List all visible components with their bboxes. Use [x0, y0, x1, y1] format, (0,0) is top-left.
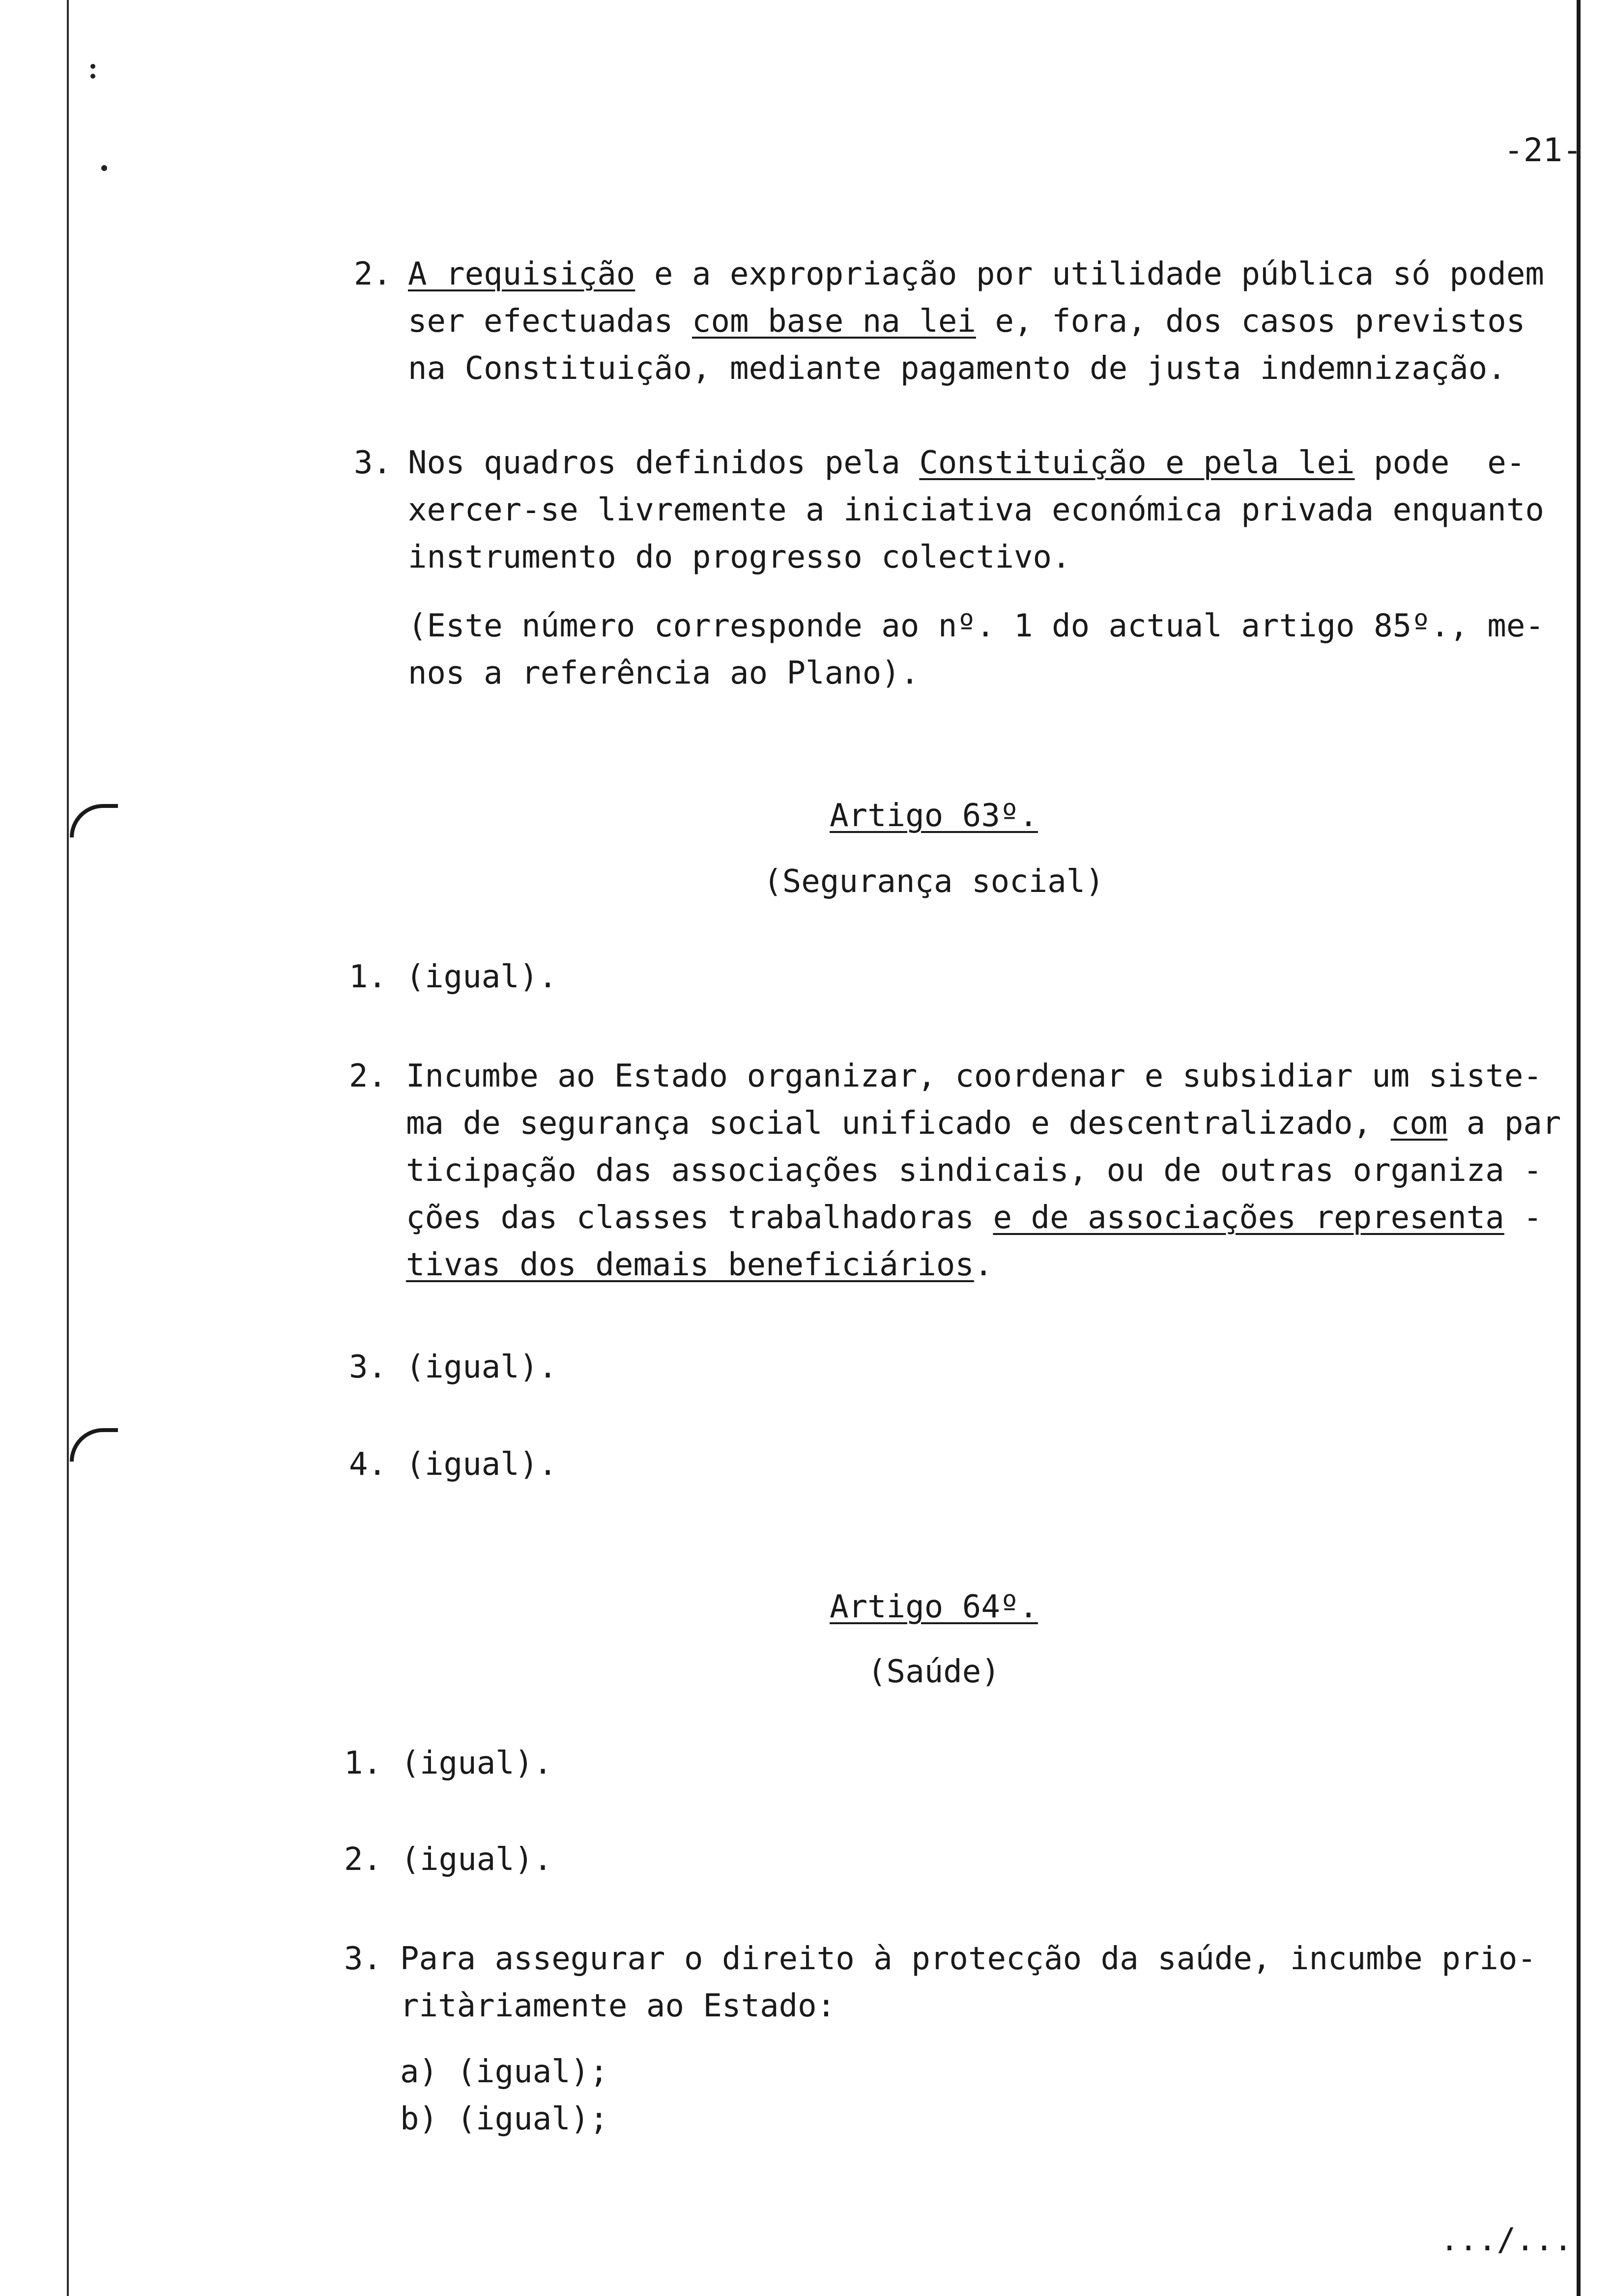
underlined-text: A requisição [408, 256, 635, 292]
underlined-text: com base na lei [691, 303, 976, 340]
right-binding-line [1577, 0, 1581, 2296]
punch-hole-arc [70, 1428, 118, 1462]
underlined-text: com [1390, 1105, 1448, 1142]
margin-dot [90, 64, 95, 69]
art64-item-1: 1. (igual). [344, 1745, 552, 1781]
art63-item-2-number: 2. [349, 1058, 387, 1094]
item-3-line-3: instrumento do progresso colectivo. [408, 539, 1071, 575]
item-2-line-1: A requisição e a expropriação por utilidade pública só podem [408, 256, 1544, 292]
art63-item-3: 3. (igual). [349, 1349, 557, 1385]
article-64-title: Artigo 64º. [830, 1589, 1038, 1625]
art63-item-2-line-3: ticipação das associações sindicais, ou de outras organiza - [406, 1152, 1542, 1189]
art64-item-3-b: b) (igual); [400, 2101, 608, 2137]
underlined-text: e de associações representa [993, 1200, 1504, 1236]
article-63-title: Artigo 63º. [830, 798, 1038, 834]
underlined-text: Constituição e pela lei [919, 445, 1355, 481]
article-64-subtitle: (Saúde) [867, 1654, 1000, 1690]
item-2-line-2: ser efectuadas com base na lei e, fora, dos casos previstos [408, 303, 1526, 340]
margin-dot [90, 74, 95, 79]
margin-dot [101, 165, 107, 171]
item-3-line-1: Nos quadros definidos pela Constituição e pela lei pode e- [408, 445, 1526, 481]
item-3-note-2: nos a referência ao Plano). [408, 655, 920, 691]
art64-item-3-number: 3. [344, 1941, 382, 1977]
underlined-text: tivas dos demais beneficiários [406, 1247, 974, 1283]
item-2-number: 2. [354, 256, 392, 292]
art63-item-2-line-5: tivas dos demais beneficiários. [406, 1247, 993, 1283]
art64-item-3-line-2: ritàriamente ao Estado: [400, 1988, 836, 2024]
item-3-note-1: (Este número corresponde ao nº. 1 do actual artigo 85º., me- [408, 608, 1544, 644]
art63-item-4: 4. (igual). [349, 1446, 557, 1483]
art63-item-2-line-2: ma de segurança social unificado e descentralizado, com a par [406, 1105, 1561, 1142]
item-3-line-2: xercer-se livremente a iniciativa económica privada enquanto [408, 492, 1544, 528]
art63-item-1: 1. (igual). [349, 959, 557, 995]
page-number: -21- [1504, 131, 1582, 169]
art63-item-2-line-4: ções das classes trabalhadoras e de associações representa - [406, 1200, 1542, 1236]
art64-item-3-a: a) (igual); [400, 2054, 608, 2090]
item-3-number: 3. [354, 445, 392, 481]
art63-item-2-line-1: Incumbe ao Estado organizar, coordenar e subsidiar um siste- [406, 1058, 1542, 1094]
art64-item-3-line-1: Para assegurar o direito à protecção da saúde, incumbe prio- [400, 1941, 1536, 1977]
continuation-mark: .../... [1440, 2222, 1573, 2258]
art64-item-2: 2. (igual). [344, 1841, 552, 1878]
article-63-subtitle: (Segurança social) [763, 863, 1104, 900]
item-2-line-3: na Constituição, mediante pagamento de justa indemnização. [408, 350, 1506, 387]
punch-hole-arc [70, 804, 118, 837]
left-margin-line [67, 0, 69, 2296]
